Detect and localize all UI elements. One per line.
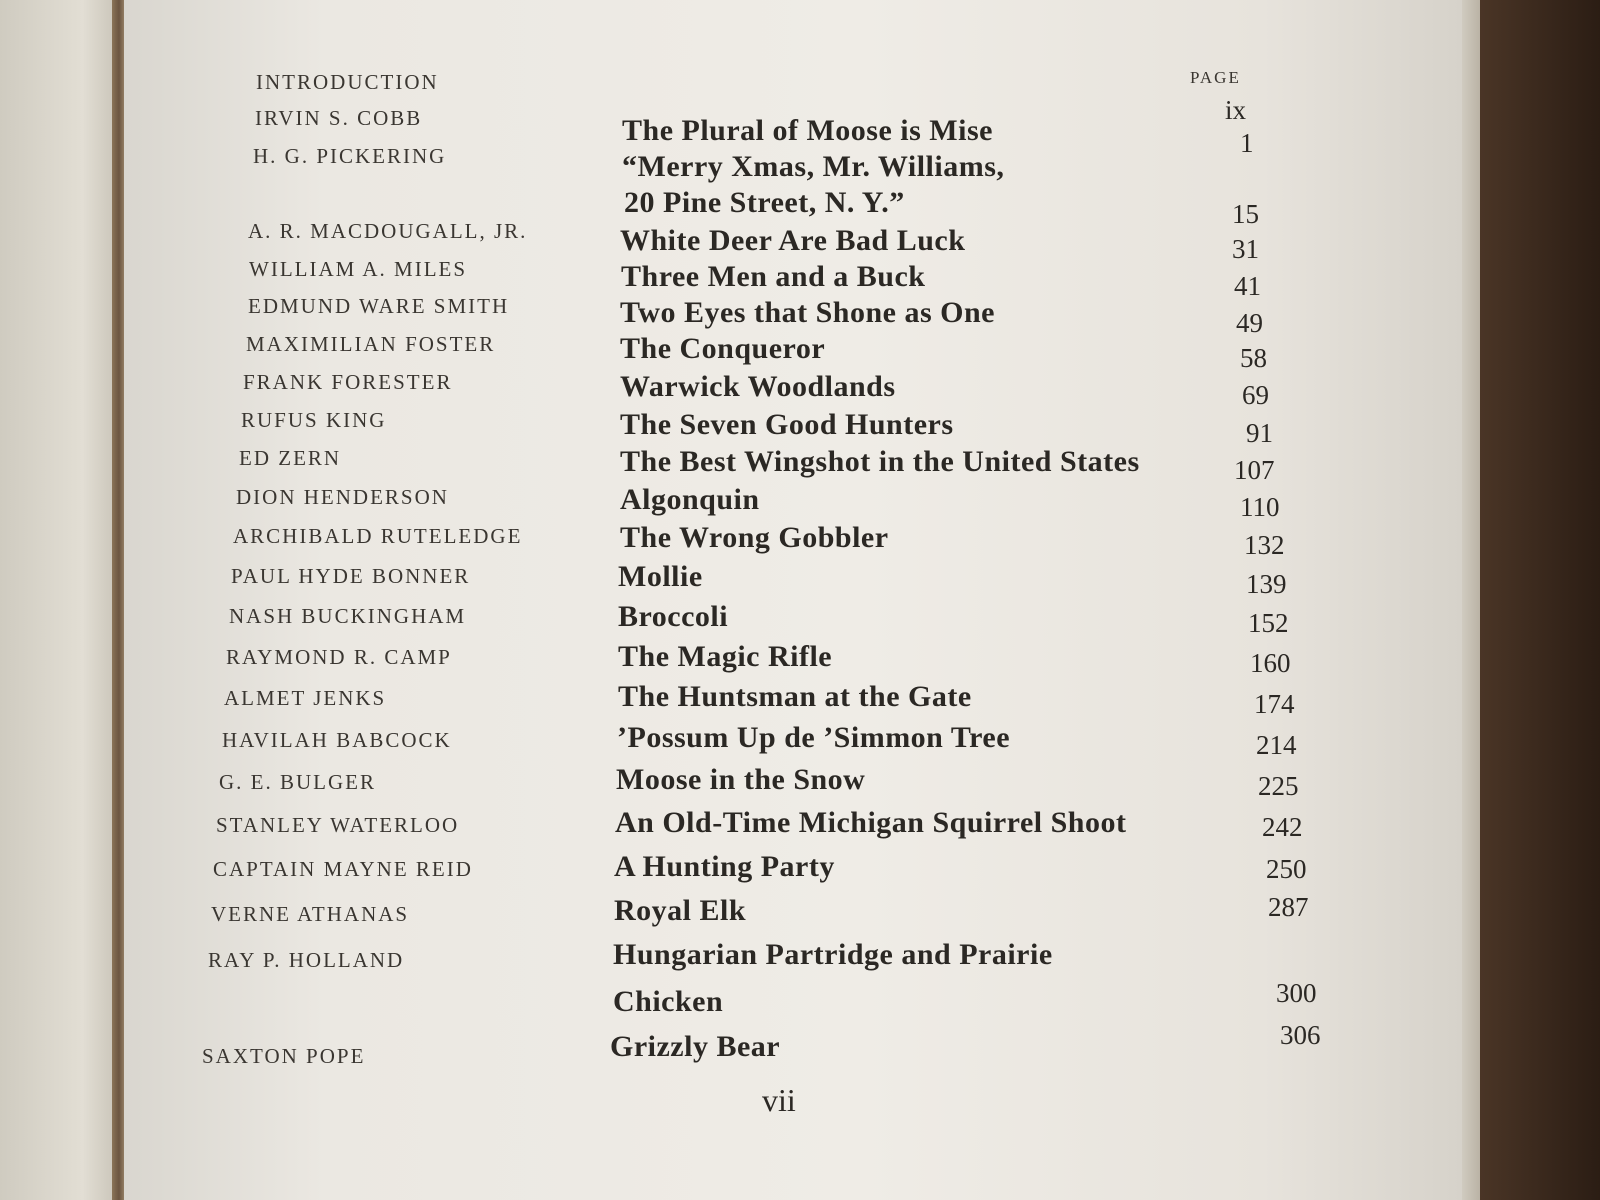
toc-author: MAXIMILIAN FOSTER — [246, 332, 496, 356]
toc-author: STANLEY WATERLOO — [216, 813, 460, 837]
page-folio: vii — [762, 1082, 796, 1118]
toc-page-number: 91 — [1246, 418, 1273, 448]
toc-page-number: 225 — [1258, 771, 1299, 801]
introduction-page-number: ix — [1225, 95, 1247, 125]
toc-author: PAUL HYDE BONNER — [231, 564, 471, 588]
toc-title: White Deer Are Bad Luck — [620, 224, 966, 257]
toc-author: H. G. PICKERING — [253, 144, 447, 168]
toc-page-number: 306 — [1280, 1020, 1321, 1050]
toc-page-number: 132 — [1244, 530, 1285, 560]
toc-author: EDMUND WARE SMITH — [248, 294, 510, 318]
toc-page-number: 242 — [1262, 812, 1303, 842]
toc-author: IRVIN S. COBB — [255, 106, 423, 130]
toc-author: HAVILAH BABCOCK — [222, 728, 452, 752]
toc-author: ALMET JENKS — [224, 686, 387, 710]
toc-page-number: 107 — [1234, 455, 1275, 485]
toc-title: A Hunting Party — [614, 850, 835, 883]
toc-title: The Wrong Gobbler — [620, 521, 889, 554]
toc-author: ED ZERN — [239, 446, 342, 470]
toc-title: Mollie — [618, 560, 703, 593]
toc-page-number: 214 — [1256, 730, 1297, 760]
toc-author: RAYMOND R. CAMP — [226, 645, 452, 669]
toc-author: VERNE ATHANAS — [211, 902, 410, 926]
toc-title: Three Men and a Buck — [621, 260, 926, 293]
toc-author: RAY P. HOLLAND — [208, 948, 405, 972]
toc-page-number: 1 — [1240, 128, 1254, 158]
toc-title-line-2: Chicken — [613, 985, 724, 1018]
toc-title: An Old-Time Michigan Squirrel Shoot — [615, 806, 1127, 839]
toc-page-number: 110 — [1240, 492, 1280, 522]
toc-title: The Plural of Moose is Mise — [622, 114, 993, 147]
toc-title: Royal Elk — [614, 894, 747, 927]
toc-page-number: 174 — [1254, 689, 1295, 719]
toc-author: A. R. MACDOUGALL, JR. — [248, 219, 528, 243]
toc-title: Warwick Woodlands — [620, 370, 896, 403]
toc-author: WILLIAM A. MILES — [249, 257, 468, 281]
toc-title: Two Eyes that Shone as One — [620, 296, 995, 329]
toc-author: NASH BUCKINGHAM — [229, 604, 467, 628]
toc-page-number: 152 — [1248, 608, 1289, 638]
toc-author: G. E. BULGER — [219, 770, 376, 794]
toc-page-number: 49 — [1236, 308, 1263, 338]
toc-author: DION HENDERSON — [236, 485, 449, 509]
toc-title-line-1: “Merry Xmas, Mr. Williams, — [622, 150, 1005, 183]
toc-title: Grizzly Bear — [610, 1030, 781, 1063]
toc-author: RUFUS KING — [241, 408, 387, 432]
page-column-label: PAGE — [1190, 68, 1241, 87]
toc-page-number: 58 — [1240, 343, 1267, 373]
toc-author: SAXTON POPE — [202, 1044, 366, 1068]
toc-title: Moose in the Snow — [616, 763, 866, 796]
toc-page-number: 41 — [1234, 271, 1261, 301]
toc-page-number: 139 — [1246, 569, 1287, 599]
toc-title-line-1: Hungarian Partridge and Prairie — [613, 938, 1053, 971]
toc-page-number: 287 — [1268, 892, 1309, 922]
toc-title: The Huntsman at the Gate — [618, 680, 972, 713]
toc-title: The Best Wingshot in the United States — [620, 445, 1140, 478]
toc-author: ARCHIBALD RUTELEDGE — [233, 524, 523, 548]
toc-page-number: 69 — [1242, 380, 1269, 410]
toc-page-number: 250 — [1266, 854, 1307, 884]
toc-page-number: 31 — [1232, 234, 1259, 264]
toc-title-line-2: 20 Pine Street, N. Y.” — [624, 186, 905, 219]
toc-page-number: 160 — [1250, 648, 1291, 678]
toc-author: CAPTAIN MAYNE REID — [213, 857, 473, 881]
toc-page-number: 300 — [1276, 978, 1317, 1008]
toc-title: ’Possum Up de ’Simmon Tree — [617, 721, 1011, 754]
toc-page-number: 15 — [1232, 199, 1259, 229]
introduction-label: INTRODUCTION — [256, 70, 439, 94]
toc-title: The Magic Rifle — [618, 640, 833, 673]
toc-author: FRANK FORESTER — [243, 370, 453, 394]
toc-title: The Seven Good Hunters — [620, 408, 954, 441]
toc-title: The Conqueror — [620, 332, 826, 365]
toc-title: Algonquin — [620, 483, 760, 516]
toc-title: Broccoli — [618, 600, 729, 633]
